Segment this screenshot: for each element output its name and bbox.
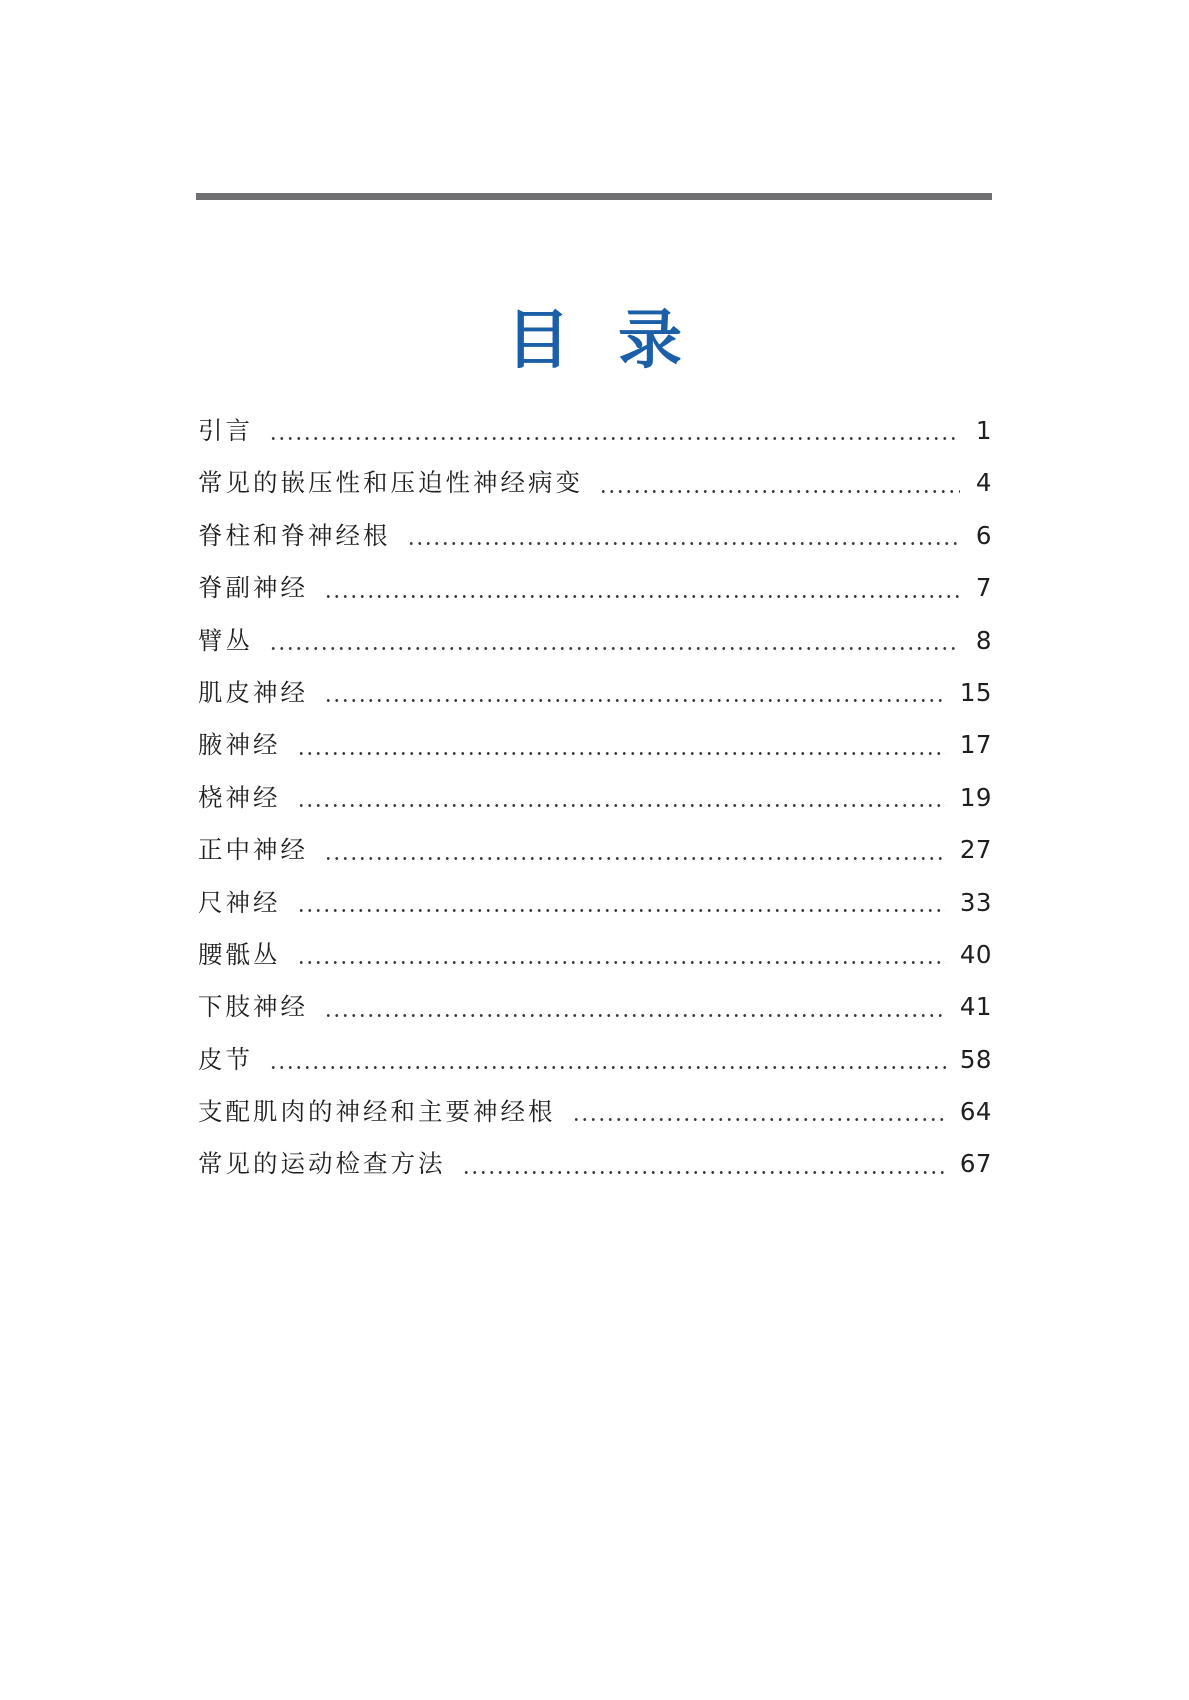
toc-entry[interactable]: [198, 405, 992, 457]
toc-entry[interactable]: [198, 457, 992, 509]
toc-entry[interactable]: [198, 562, 992, 614]
toc-dot-leader: [599, 490, 960, 493]
toc-dot-leader: [462, 1171, 946, 1174]
table-of-contents: [198, 405, 992, 1191]
toc-entry-label: 腋神经: [198, 730, 281, 760]
toc-entry-label: 下肢神经: [198, 992, 308, 1022]
toc-entry-page: 67: [959, 1149, 992, 1179]
toc-dot-leader: [324, 1014, 946, 1017]
toc-entry[interactable]: [198, 772, 992, 824]
toc-entry[interactable]: [198, 667, 992, 719]
toc-entry-page: 1: [975, 415, 992, 445]
toc-entry[interactable]: [198, 1034, 992, 1086]
toc-dot-leader: [407, 542, 961, 545]
toc-entry-label: 常见的运动检查方法: [198, 1149, 446, 1179]
toc-entry-label: 桡神经: [198, 782, 281, 812]
toc-entry-label: 脊柱和脊神经根: [198, 520, 391, 550]
toc-dot-leader: [297, 909, 946, 912]
toc-entry-label: 皮节: [198, 1044, 253, 1074]
toc-dot-leader: [324, 699, 946, 702]
toc-entry-label: 腰骶丛: [198, 939, 281, 969]
toc-entry-page: 33: [959, 887, 992, 917]
toc-entry-page: 7: [975, 573, 992, 603]
top-rule: [196, 193, 992, 200]
toc-entry-page: 40: [959, 939, 992, 969]
toc-entry-label: 尺神经: [198, 887, 281, 917]
toc-entry[interactable]: [198, 1138, 992, 1190]
toc-entry-label: 引言: [198, 415, 253, 445]
toc-dot-leader: [297, 804, 946, 807]
toc-dot-leader: [324, 857, 946, 860]
toc-entry-label: 常见的嵌压性和压迫性神经病变: [198, 468, 583, 498]
toc-entry[interactable]: [198, 929, 992, 981]
toc-entry-page: 19: [959, 782, 992, 812]
toc-dot-leader: [297, 961, 946, 964]
toc-dot-leader: [324, 595, 960, 598]
toc-entry-page: 41: [959, 992, 992, 1022]
toc-entry-page: 58: [959, 1044, 992, 1074]
toc-entry[interactable]: [198, 981, 992, 1033]
toc-entry-page: 8: [975, 625, 992, 655]
toc-entry[interactable]: [198, 824, 992, 876]
toc-dot-leader: [269, 647, 960, 650]
toc-dot-leader: [572, 1118, 946, 1121]
toc-entry[interactable]: [198, 719, 992, 771]
toc-entry-page: 15: [959, 677, 992, 707]
toc-entry-page: 27: [959, 835, 992, 865]
toc-entry-page: 17: [959, 730, 992, 760]
toc-dot-leader: [269, 437, 960, 440]
toc-entry-label: 肌皮神经: [198, 677, 308, 707]
toc-entry-label: 支配肌肉的神经和主要神经根: [198, 1097, 556, 1127]
toc-entry[interactable]: [198, 615, 992, 667]
toc-entry-page: 64: [959, 1097, 992, 1127]
page-title: 目录: [506, 303, 730, 378]
toc-entry-label: 臂丛: [198, 625, 253, 655]
toc-entry-page: 4: [975, 468, 992, 498]
toc-entry-label: 正中神经: [198, 835, 308, 865]
toc-entry[interactable]: [198, 1086, 992, 1138]
toc-entry[interactable]: [198, 510, 992, 562]
toc-entry-label: 脊副神经: [198, 573, 308, 603]
toc-dot-leader: [297, 752, 946, 755]
toc-entry[interactable]: [198, 877, 992, 929]
toc-entry-page: 6: [975, 520, 992, 550]
toc-dot-leader: [269, 1066, 946, 1069]
